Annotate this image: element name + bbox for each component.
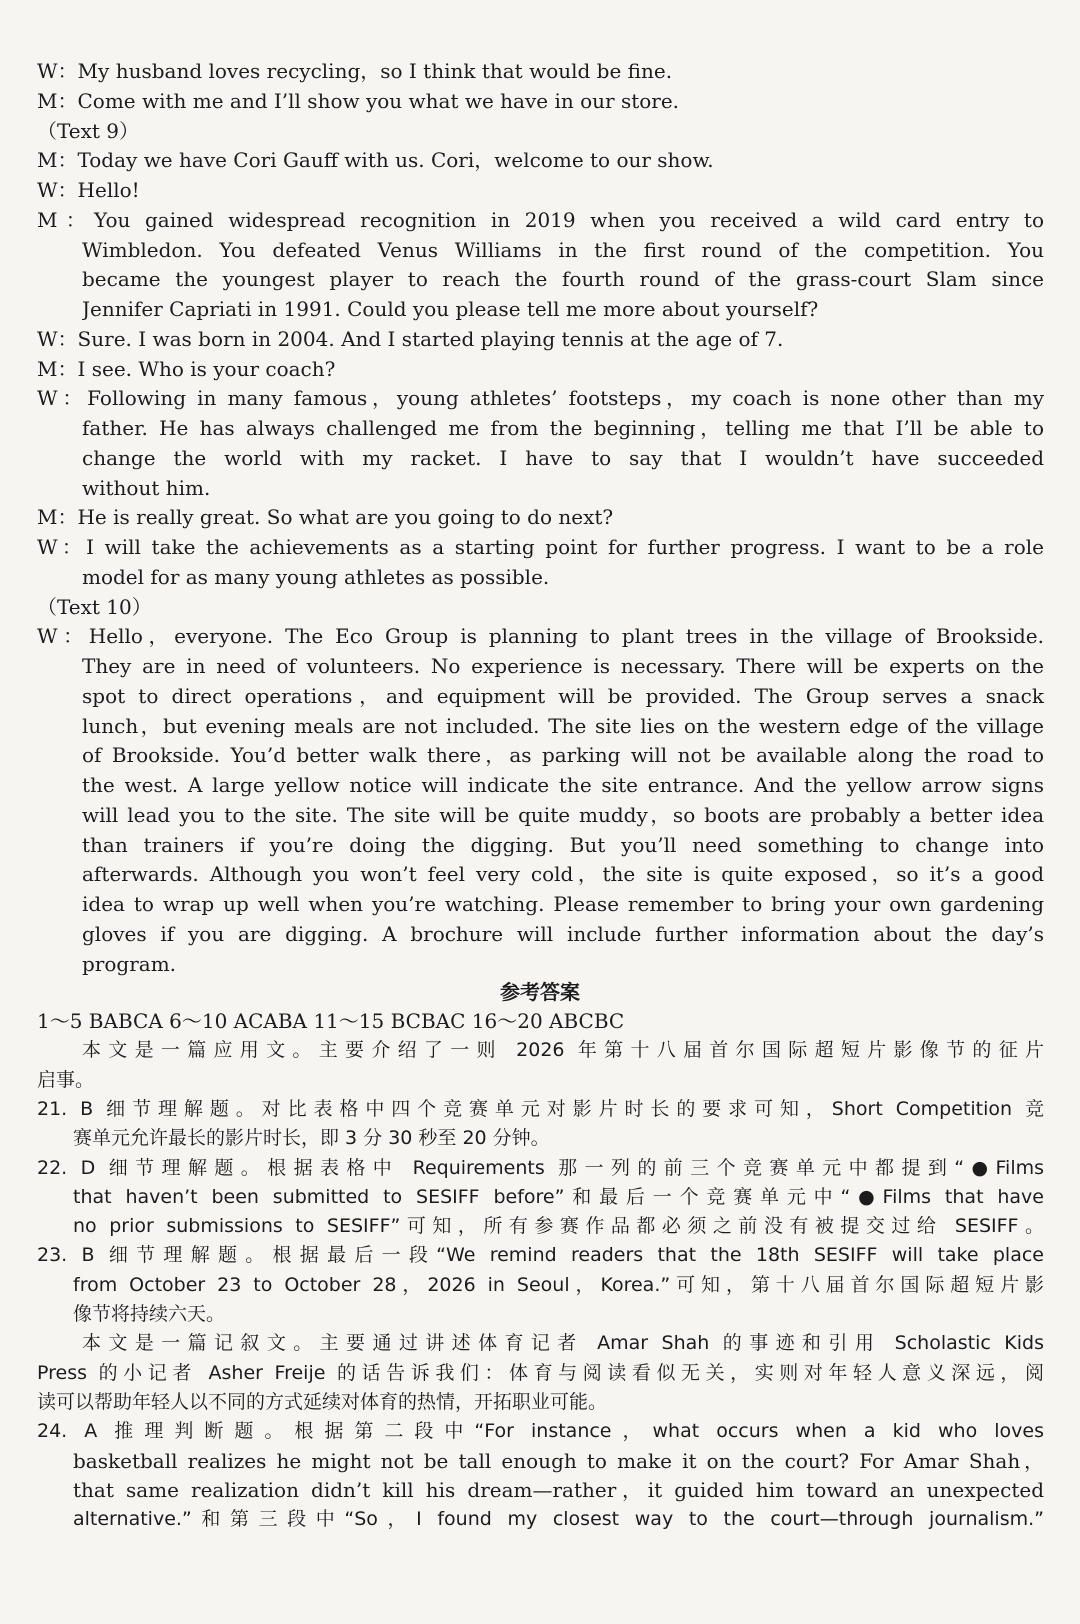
lines-line: lunch，but evening meals are not included. The site lies on the western edge of the village bbox=[82, 713, 1044, 738]
answers-line: that same realization didn’t kill his dream—rather，it guided him toward an unexpected bbox=[73, 1477, 1044, 1502]
lines-line: W：My husband loves recycling，so I think that would be fine. bbox=[37, 59, 673, 83]
answers-line: 赛单元允许最长的影片时长，即 3 分 30 秒至 20 分钟。 bbox=[73, 1127, 550, 1150]
answers-line: Press 的小记者 Asher Freije 的话告诉我们：体育与阅读看似无关，实则对年轻人意义深远，阅 bbox=[37, 1361, 1044, 1384]
answers-line: 21. B 细节理解题。对比表格中四个竞赛单元对影片时长的要求可知，Short Competition 竞 bbox=[37, 1097, 1044, 1120]
answers-line: that haven’t been submitted to SESIFF before”和最后一个竞赛单元中“●Films that have bbox=[73, 1185, 1044, 1208]
answers-line: 本文是一篇记叙文。主要通过讲述体育记者 Amar Shah 的事迹和引用 Scholastic Kids bbox=[82, 1332, 1044, 1355]
lines-line: the west. A large yellow notice will indicate the site entrance. And the yellow arrow signs bbox=[82, 773, 1044, 797]
answers-line: alternative.”和第三段中“So，I found my closest way to the court—through journalism.” bbox=[73, 1508, 1044, 1531]
lines-line: model for as many young athletes as possible. bbox=[82, 564, 550, 589]
lines-line: Jennifer Capriati in 1991. Could you please tell me more about yourself? bbox=[82, 297, 819, 321]
lines-line: Wimbledon. You defeated Venus Williams in the first round of the competition. You bbox=[82, 237, 1044, 262]
lines-line: （Text 10） bbox=[37, 594, 152, 619]
lines-line: W：Hello，everyone. The Eco Group is planning to plant trees in the village of Brookside. bbox=[37, 624, 1044, 649]
lines-line: gloves if you are digging. A brochure will include further information about the day’s bbox=[82, 921, 1044, 946]
answers-line: 23. B 细节理解题。根据最后一段“We remind readers that the 18th SESIFF will take place bbox=[37, 1244, 1044, 1267]
answers-line: 读可以帮助年轻人以不同的方式延续对体育的热情，开拓职业可能。 bbox=[37, 1390, 608, 1413]
lines-line: father. He has always challenged me from the beginning，telling me that I’ll be able to bbox=[82, 416, 1044, 440]
lines-line: W：Following in many famous，young athletes’ footsteps，my coach is none other than my bbox=[37, 386, 1044, 411]
lines-line: M：You gained widespread recognition in 2019 when you received a wild card entry to bbox=[37, 207, 1044, 232]
lines-line: W：Sure. I was born in 2004. And I started playing tennis at the age of 7. bbox=[37, 326, 784, 351]
lines-line: program. bbox=[82, 951, 177, 976]
answers-line: 22. D 细节理解题。根据表格中 Requirements 那一列的前三个竞赛单元中都提到“●Films bbox=[37, 1156, 1044, 1179]
lines-line: （Text 9） bbox=[37, 118, 140, 143]
lines-line: without him. bbox=[82, 475, 211, 500]
lines-line: of Brookside. You’d better walk there，as parking will not be available along the road to bbox=[82, 743, 1044, 768]
answer-key-title: 参考答案 bbox=[500, 980, 580, 1004]
lines-line: They are in need of volunteers. No experience is necessary. There will be experts on the bbox=[82, 654, 1044, 678]
answers-line: 启事。 bbox=[37, 1068, 95, 1091]
lines-line: change the world with my racket. I have to say that I wouldn’t have succeeded bbox=[82, 445, 1044, 470]
answers-line: 1～5 BABCA 6～10 ACABA 11～15 BCBAC 16～20 ABCBC bbox=[37, 1009, 625, 1033]
lines-line: M：He is really great. So what are you going to do next? bbox=[37, 505, 614, 530]
lines-line: W：Hello! bbox=[37, 178, 140, 202]
lines-line: W：I will take the achievements as a starting point for further progress. I want to be a role bbox=[37, 535, 1044, 559]
answers-line: 本文是一篇应用文。主要介绍了一则 2026 年第十八届首尔国际超短片影像节的征片 bbox=[82, 1039, 1044, 1062]
lines-line: M：Come with me and I’ll show you what we have in our store. bbox=[37, 88, 680, 113]
answers-line: no prior submissions to SESIFF”可知，所有参赛作品都必须之前没有被提交过给 SESIFF。 bbox=[73, 1215, 1044, 1238]
lines-line: spot to direct operations，and equipment will be provided. The Group serves a snack bbox=[82, 683, 1044, 708]
lines-line: than trainers if you’re doing the digging. But you’ll need something to change into bbox=[82, 832, 1044, 857]
answers-line: from October 23 to October 28，2026 in Seoul，Korea.”可知，第十八届首尔国际超短片影 bbox=[73, 1273, 1044, 1296]
answers-line: 24. A 推理判断题。根据第二段中“For instance，what occurs when a kid who loves bbox=[37, 1420, 1044, 1443]
lines-line: became the youngest player to reach the fourth round of the grass-court Slam since bbox=[82, 267, 1044, 292]
answers-line: basketball realizes he might not be tall enough to make it on the court? For Amar Shah， bbox=[73, 1448, 1044, 1473]
lines-line: M：I see. Who is your coach? bbox=[37, 356, 336, 381]
answers-line: 像节将持续六天。 bbox=[73, 1303, 226, 1325]
lines-line: idea to wrap up well when you’re watching. Please remember to bring your own gardening bbox=[82, 892, 1044, 916]
lines-line: afterwards. Although you won’t feel very cold，the site is quite exposed，so it’s a good bbox=[82, 862, 1044, 887]
lines-line: M：Today we have Cori Gauff with us. Cori，welcome to our show. bbox=[37, 148, 714, 173]
lines-line: will lead you to the site. The site will be quite muddy，so boots are probably a better idea bbox=[82, 802, 1044, 827]
